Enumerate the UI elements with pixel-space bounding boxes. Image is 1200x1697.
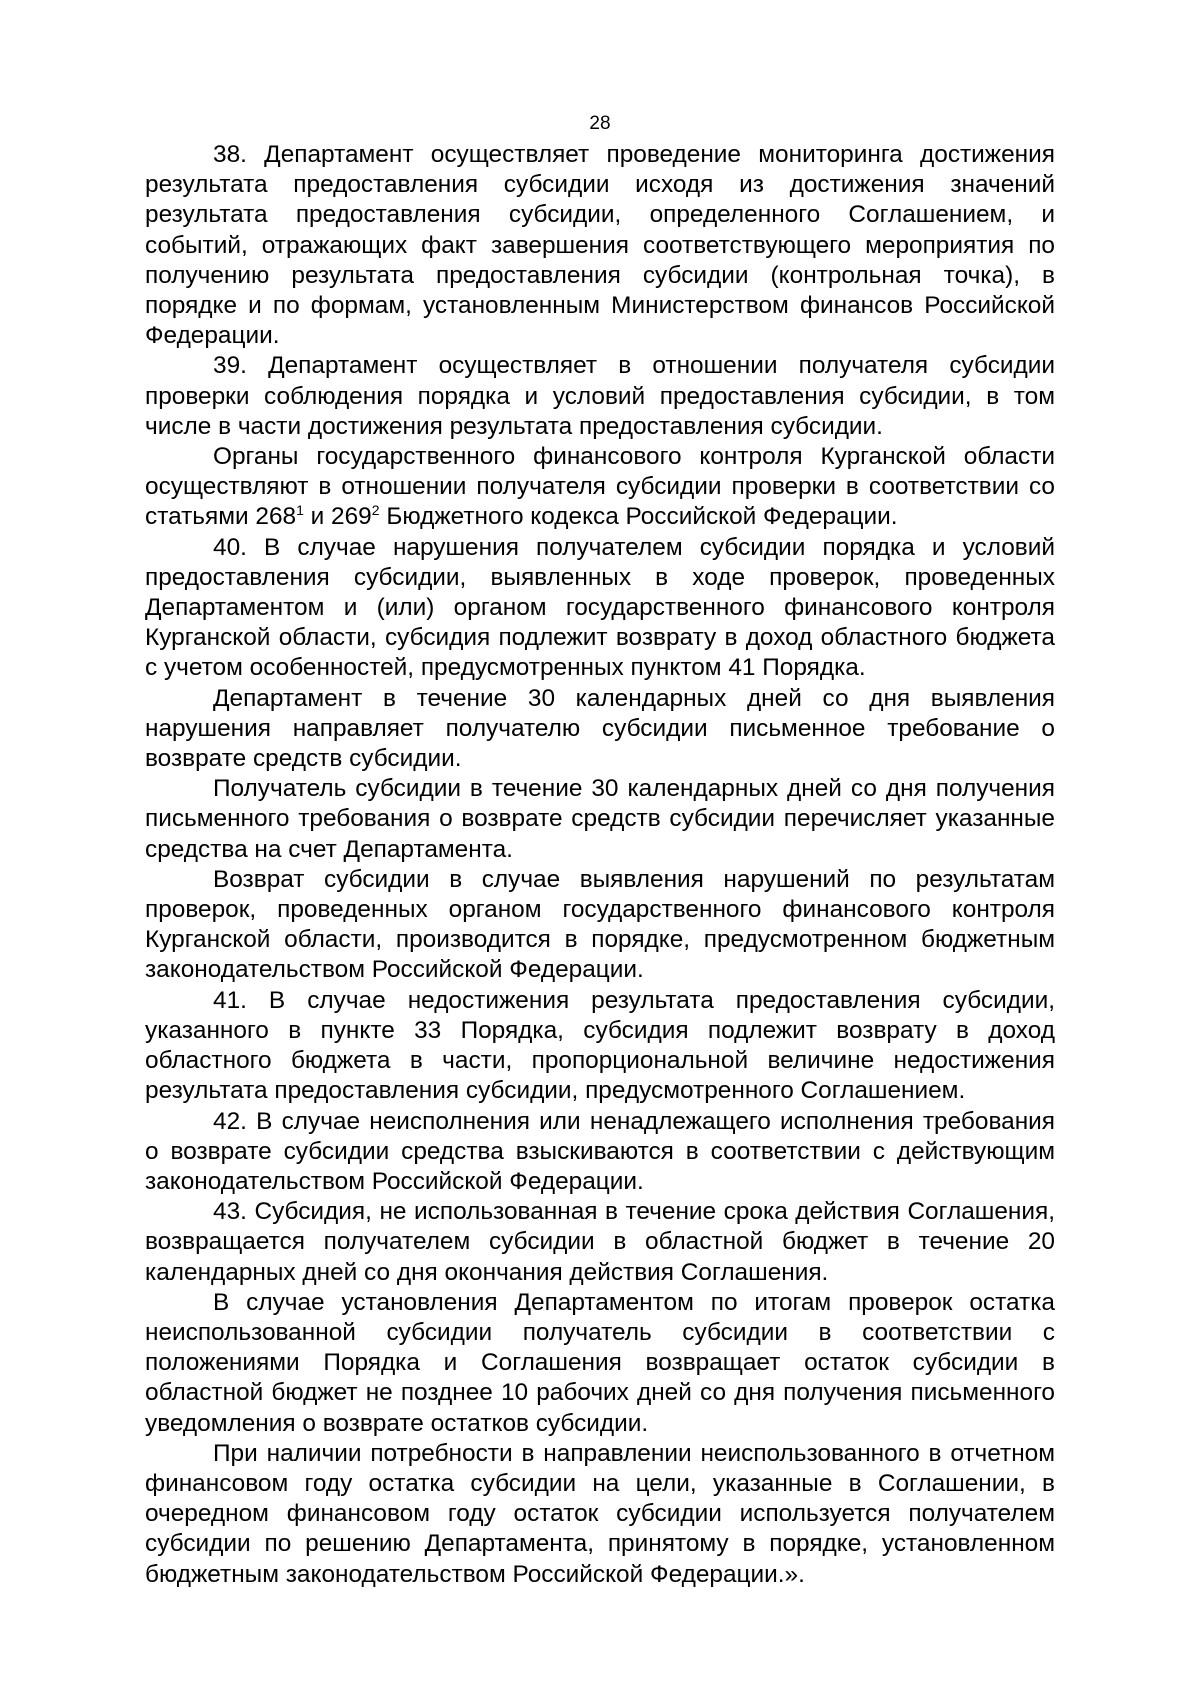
superscript-2: 2 — [371, 502, 380, 519]
paragraph-39-control-bodies — [145, 442, 1055, 533]
paragraph-40-requirement: Департамент в течение 30 календарных дней со дня выявления нарушения направляет получателю субсидии письменное требование о возврате средств субсидии. — [145, 684, 1055, 773]
paragraph-41: 41. В случае недостижения результата предоставления субсидии, указанного в пункте 33 Порядка, субсидия подлежит возврату в доход областного бюджета в части, пропорциональной величине недостижения результата предоставления субсидии, предусмотренного Соглашением. — [145, 986, 1055, 1105]
paragraph-40-recipient: Получатель субсидии в течение 30 календарных дней со дня получения письменного требования о возврате средств субсидии перечисляет указанные средства на счет Департамента. — [145, 775, 1055, 863]
document-body — [145, 140, 1055, 1590]
paragraph-43: 43. Субсидия, не использованная в течение срока действия Соглашения, возвращается получателем субсидии в областной бюджет в течение 20 календарных дней со дня окончания действия Соглашения. — [145, 1198, 1055, 1286]
paragraph-39-text-middle: и 269 — [303, 503, 372, 531]
superscript-1: 1 — [296, 502, 304, 519]
paragraph-43-remainder: В случае установления Департаментом по итогам проверок остатка неиспользованной субсидии получатель субсидии в соответствии с положениями Порядка и Соглашения возвращает остаток субсидии в областной бюджет не позднее 10 рабочих дней со дня получения письменного уведомления о возврате остатков субсидии. — [145, 1288, 1055, 1437]
paragraph-39-text-before: Органы государственного финансового контроля Курганской области осуществляют в отношении получателя субсидии проверки в соответствии со статьями 268 — [145, 443, 1055, 531]
paragraph-42: 42. В случае неисполнения или ненадлежащего исполнения требования о возврате субсидии средства взыскиваются в соответствии с действующим законодательством Российской Федерации. — [145, 1107, 1055, 1195]
page-number: 28 — [589, 113, 611, 134]
paragraph-38: 38. Департамент осуществляет проведение мониторинга достижения результата предоставления субсидии исходя из достижения значений результата предоставления субсидии, определенного Соглашением, и событий, отражающих факт завершения соответствующего мероприятия по получению результата предоставления субсидии (контрольная точка), в порядке и по формам, установленным Министерством финансов Российской Федерации. — [145, 141, 1055, 350]
paragraph-39-text-after: Бюджетного кодекса Российской Федерации. — [379, 503, 898, 531]
paragraph-40: 40. В случае нарушения получателем субсидии порядка и условий предоставления субсидии, выявленных в ходе проверок, проведенных Департаментом и (или) органом государственного финансового контроля Курганской области, субсидия подлежит возврату в доход областного бюджета с учетом особенностей, предусмотренных пунктом 41 Порядка. — [145, 533, 1055, 682]
paragraph-43-need: При наличии потребности в направлении неиспользованного в отчетном финансовом году остатка субсидии на цели, указанные в Соглашении, в очередном финансовом году остаток субсидии используется получателем субсидии по решению Департамента, принятому в порядке, установленном бюджетным законодательством Российской Федерации.». — [145, 1439, 1055, 1588]
paragraph-39: 39. Департамент осуществляет в отношении получателя субсидии проверки соблюдения порядка и условий предоставления субсидии, в том числе в части достижения результата предоставления субсидии. — [145, 352, 1055, 440]
paragraph-40-return: Возврат субсидии в случае выявления нарушений по результатам проверок, проведенных органом государственного финансового контроля Курганской области, производится в порядке, предусмотренном бюджетным законодательством Российской Федерации. — [145, 865, 1055, 984]
